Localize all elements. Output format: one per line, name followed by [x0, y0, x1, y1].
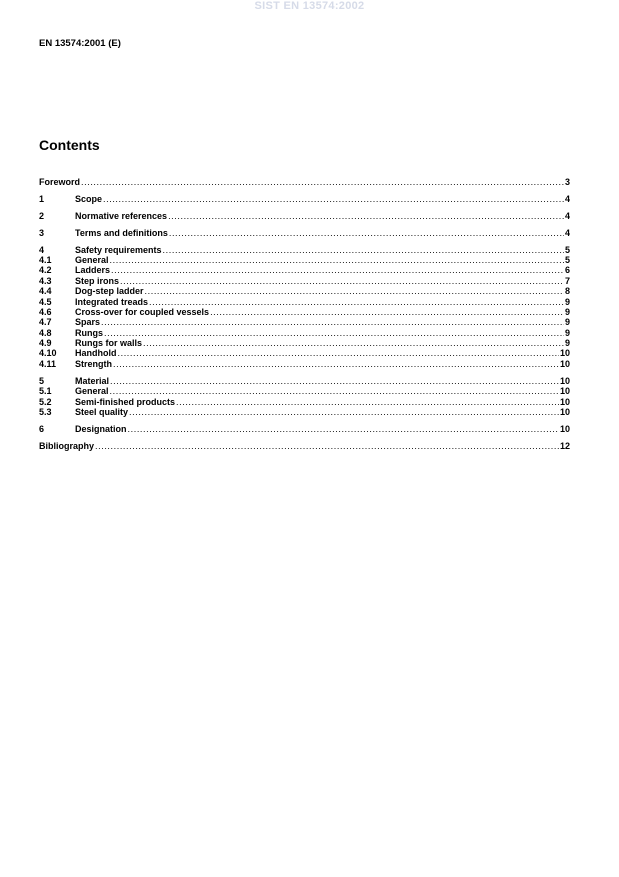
toc-entry-title: Semi-finished products — [75, 396, 176, 407]
toc-entry-page: 12 — [559, 440, 570, 451]
toc-entry-semi-finished-products[interactable] — [39, 397, 570, 407]
toc-entry-number: 4 — [39, 244, 45, 255]
toc-entry-spars[interactable] — [39, 317, 570, 327]
toc-entry-material[interactable] — [39, 376, 570, 386]
toc-entry-number: 4.1 — [39, 254, 52, 265]
toc-entry-page: 4 — [564, 210, 570, 221]
toc-entry-page: 9 — [564, 327, 570, 338]
toc-entry-page: 9 — [564, 338, 570, 349]
toc-entry-title: Bibliography — [39, 440, 95, 451]
dot-leader — [104, 328, 564, 338]
toc-entry-page: 8 — [564, 286, 570, 297]
toc-entry-page: 5 — [564, 244, 570, 255]
toc-entry-foreword[interactable] — [39, 177, 570, 187]
toc-entry-number: 1 — [39, 193, 45, 204]
toc-entry-number: 4.11 — [39, 358, 57, 369]
toc-entry-title: Safety requirements — [75, 244, 162, 255]
toc-entry-number: 4.10 — [39, 348, 57, 359]
toc-entry-number: 2 — [39, 210, 45, 221]
toc-entry-number: 5.3 — [39, 406, 52, 417]
toc-entry-number: 4.3 — [39, 275, 52, 286]
dot-leader — [101, 317, 564, 327]
dot-leader — [128, 424, 559, 434]
toc-entry-number: 4.7 — [39, 317, 52, 328]
toc-entry-5-1-general[interactable] — [39, 386, 570, 396]
table-of-contents — [39, 177, 570, 451]
dot-leader — [110, 255, 564, 265]
toc-entry-page: 7 — [564, 275, 570, 286]
toc-entry-page: 10 — [559, 375, 570, 386]
dot-leader — [145, 286, 564, 296]
toc-entry-number: 4.6 — [39, 306, 52, 317]
toc-entry-page: 10 — [559, 348, 570, 359]
toc-entry-terms-and-definitions[interactable] — [39, 228, 570, 238]
toc-entry-title: Foreword — [39, 177, 81, 187]
dot-leader — [169, 228, 564, 238]
toc-entry-title: Rungs — [75, 327, 103, 338]
toc-entry-page: 3 — [564, 177, 570, 187]
dot-leader — [110, 376, 559, 386]
toc-entry-title: Strength — [75, 358, 112, 369]
toc-entry-4-1-general[interactable] — [39, 255, 570, 265]
toc-entry-page: 4 — [564, 193, 570, 204]
toc-entry-title: General — [75, 386, 109, 397]
toc-entry-title: Step irons — [75, 275, 120, 286]
toc-entry-number: 3 — [39, 227, 45, 238]
toc-entry-page: 9 — [564, 317, 570, 328]
toc-entry-designation[interactable] — [39, 424, 570, 434]
dot-leader — [176, 397, 559, 407]
toc-entry-page: 9 — [564, 296, 570, 307]
toc-entry-number: 5.1 — [39, 386, 52, 397]
toc-entry-page: 10 — [559, 386, 570, 397]
toc-entry-title: Handhold — [75, 348, 117, 359]
toc-entry-page: 9 — [564, 306, 570, 317]
toc-entry-ladders[interactable] — [39, 265, 570, 275]
toc-entry-number: 5.2 — [39, 396, 52, 407]
dot-leader — [143, 338, 564, 348]
watermark: SIST EN 13574:2002 — [254, 0, 365, 12]
toc-entry-strength[interactable] — [39, 359, 570, 369]
dot-leader — [120, 276, 564, 286]
toc-entry-page: 10 — [559, 423, 570, 434]
toc-entry-title: Normative references — [75, 210, 168, 221]
toc-entry-rungs-for-walls[interactable] — [39, 338, 570, 348]
dot-leader — [149, 297, 564, 307]
dot-leader — [129, 407, 559, 417]
toc-entry-title: Rungs for walls — [75, 338, 143, 349]
toc-entry-safety-requirements[interactable] — [39, 245, 570, 255]
toc-entry-title: Designation — [75, 423, 127, 434]
toc-entry-page: 6 — [564, 265, 570, 276]
toc-entry-steel-quality[interactable] — [39, 407, 570, 417]
toc-entry-title: Dog-step ladder — [75, 286, 144, 297]
toc-entry-scope[interactable] — [39, 194, 570, 204]
toc-entry-title: Spars — [75, 317, 101, 328]
toc-entry-number: 4.2 — [39, 265, 52, 276]
dot-leader — [118, 348, 559, 358]
toc-entry-title: Terms and definitions — [75, 227, 168, 238]
dot-leader — [111, 265, 564, 275]
dot-leader — [103, 194, 564, 204]
toc-entry-number: 5 — [39, 375, 45, 386]
dot-leader — [168, 211, 564, 221]
toc-entry-number: 4.8 — [39, 327, 52, 338]
toc-entry-number: 4.9 — [39, 338, 52, 349]
toc-entry-page: 5 — [564, 254, 570, 265]
toc-entry-page: 10 — [559, 358, 570, 369]
contents-heading: Contents — [39, 137, 100, 153]
toc-entry-number: 6 — [39, 423, 45, 434]
toc-entry-number: 4.5 — [39, 296, 52, 307]
toc-entry-title: Scope — [75, 193, 103, 204]
toc-entry-number: 4.4 — [39, 286, 52, 297]
toc-entry-cross-over[interactable] — [39, 307, 570, 317]
toc-entry-integrated-treads[interactable] — [39, 297, 570, 307]
dot-leader — [81, 177, 564, 187]
toc-entry-normative-references[interactable] — [39, 211, 570, 221]
dot-leader — [110, 386, 559, 396]
toc-entry-step-irons[interactable] — [39, 276, 570, 286]
toc-entry-dog-step-ladder[interactable] — [39, 286, 570, 296]
dot-leader — [163, 245, 564, 255]
toc-entry-page: 10 — [559, 396, 570, 407]
toc-entry-title: Steel quality — [75, 406, 129, 417]
dot-leader — [113, 359, 559, 369]
toc-entry-title: General — [75, 254, 109, 265]
toc-entry-bibliography[interactable] — [39, 441, 570, 451]
toc-entry-title: Cross-over for coupled vessels — [75, 306, 210, 317]
dot-leader — [210, 307, 564, 317]
toc-entry-title: Material — [75, 375, 110, 386]
toc-entry-title: Integrated treads — [75, 296, 149, 307]
dot-leader — [95, 441, 559, 451]
toc-entry-page: 4 — [564, 227, 570, 238]
toc-entry-rungs[interactable] — [39, 328, 570, 338]
document-id-header: EN 13574:2001 (E) — [39, 38, 121, 49]
toc-entry-title: Ladders — [75, 265, 111, 276]
toc-entry-page: 10 — [559, 406, 570, 417]
toc-entry-handhold[interactable] — [39, 348, 570, 358]
